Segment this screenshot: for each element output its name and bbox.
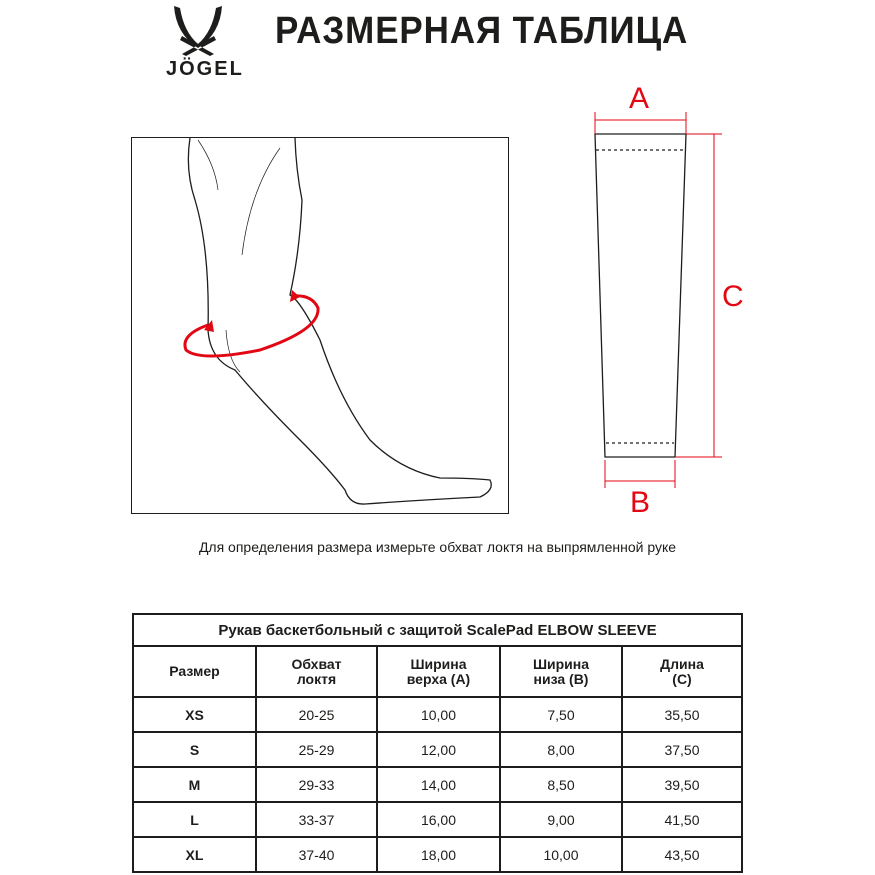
- size-cell: S: [133, 732, 256, 767]
- table-cell: 35,50: [622, 697, 742, 732]
- column-header: Обхват локтя: [256, 646, 377, 697]
- arm-illustration: [188, 138, 491, 504]
- dimension-lines: [595, 112, 722, 488]
- table-row: [133, 837, 742, 872]
- dimension-label-c: C: [722, 280, 744, 313]
- column-header: Размер: [133, 646, 256, 697]
- column-header: Длина (C): [622, 646, 742, 697]
- table-row: [133, 802, 742, 837]
- table-cell: 33-37: [256, 802, 377, 837]
- table-cell: 37-40: [256, 837, 377, 872]
- table-cell: 10,00: [500, 837, 622, 872]
- table-header-row: [133, 646, 742, 697]
- table-cell: 43,50: [622, 837, 742, 872]
- table-cell: 12,00: [377, 732, 500, 767]
- table-cell: 16,00: [377, 802, 500, 837]
- table-cell: 14,00: [377, 767, 500, 802]
- table-cell: 10,00: [377, 697, 500, 732]
- page-title: РАЗМЕРНАЯ ТАБЛИЦА: [275, 10, 689, 52]
- table-title: Рукав баскетбольный с защитой ScalePad ELBOW SLEEVE: [133, 614, 742, 646]
- table-cell: 37,50: [622, 732, 742, 767]
- size-cell: L: [133, 802, 256, 837]
- measurement-instruction: Для определения размера измерьте обхват локтя на выпрямленной руке: [198, 539, 677, 555]
- logo-text: JÖGEL: [166, 58, 244, 80]
- table-cell: 7,50: [500, 697, 622, 732]
- size-cell: XL: [133, 837, 256, 872]
- table-cell: 9,00: [500, 802, 622, 837]
- column-header: Ширина верха (A): [377, 646, 500, 697]
- table-cell: 29-33: [256, 767, 377, 802]
- table-row: [133, 732, 742, 767]
- table-cell: 20-25: [256, 697, 377, 732]
- size-table: [132, 613, 743, 873]
- column-header: Ширина низа (B): [500, 646, 622, 697]
- size-cell: XS: [133, 697, 256, 732]
- table-cell: 25-29: [256, 732, 377, 767]
- sleeve-illustration: [595, 134, 686, 457]
- table-row: [133, 767, 742, 802]
- dimension-label-b: B: [630, 486, 651, 519]
- dimension-label-a: A: [629, 82, 650, 115]
- table-cell: 39,50: [622, 767, 742, 802]
- circumference-arrow-icon: [185, 290, 318, 356]
- table-row: [133, 697, 742, 732]
- size-cell: M: [133, 767, 256, 802]
- table-cell: 8,50: [500, 767, 622, 802]
- arm-illustration-frame: [132, 138, 509, 514]
- table-cell: 18,00: [377, 837, 500, 872]
- table-cell: 41,50: [622, 802, 742, 837]
- table-cell: 8,00: [500, 732, 622, 767]
